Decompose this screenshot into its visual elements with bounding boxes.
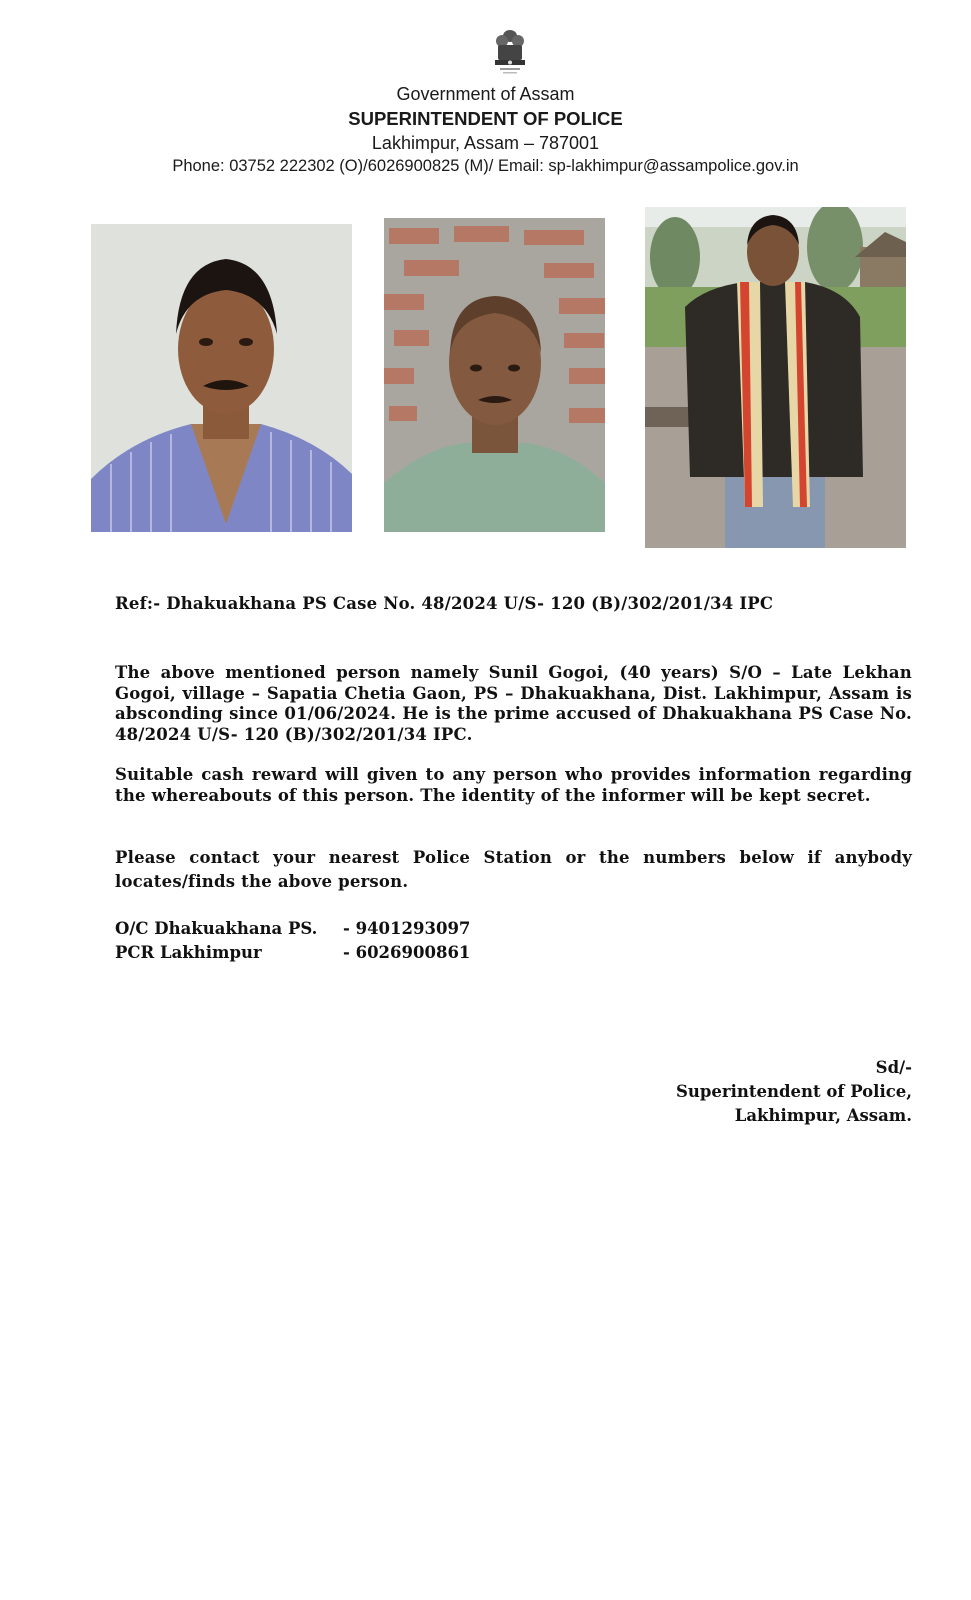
contact-pcr-number: - 6026900861 [343, 943, 471, 962]
contact-oc-number: - 9401293097 [343, 919, 471, 938]
contact-oc-name: O/C Dhakuakhana PS. [115, 919, 318, 938]
header-office: SUPERINTENDENT OF POLICE [348, 108, 623, 129]
contact-pcr-name: PCR Lakhimpur [115, 943, 262, 962]
contact-instructions-paragraph: Please contact your nearest Police Station or the numbers below if anybody locates/finds the above person. [115, 848, 912, 891]
signature-sd: Sd/- [875, 1058, 912, 1077]
suspect-photo-2 [384, 218, 605, 532]
case-reference: Ref:- Dhakuakhana PS Case No. 48/2024 U/S- 120 (B)/302/201/34 IPC [115, 594, 774, 613]
suspect-photo-3 [645, 207, 906, 548]
description-paragraph: The above mentioned person namely Sunil Gogoi, (40 years) S/O – Late Lekhan Gogoi, village – Sapatia Chetia Gaon, PS – Dhakuakhana, Dist. Lakhimpur, Assam is absconding since 01/06/2024. He is the prime accused of Dhakuakhana PS Case No. 48/2024 U/S- 120 (B)/302/201/34 IPC. [115, 663, 912, 744]
state-emblem-icon [490, 28, 530, 78]
header-contact: Phone: 03752 222302 (O)/6026900825 (M)/ Email: sp-lakhimpur@assampolice.gov.in [172, 157, 799, 175]
header-government: Government of Assam [396, 84, 575, 104]
signature-title: Superintendent of Police, [675, 1082, 912, 1101]
header-location: Lakhimpur, Assam – 787001 [371, 133, 600, 153]
reward-paragraph: Suitable cash reward will given to any person who provides information regarding the whereabouts of this person. The identity of the informer will be kept secret. [115, 765, 912, 805]
suspect-photo-1 [91, 224, 352, 532]
signature-place: Lakhimpur, Assam. [734, 1106, 912, 1125]
